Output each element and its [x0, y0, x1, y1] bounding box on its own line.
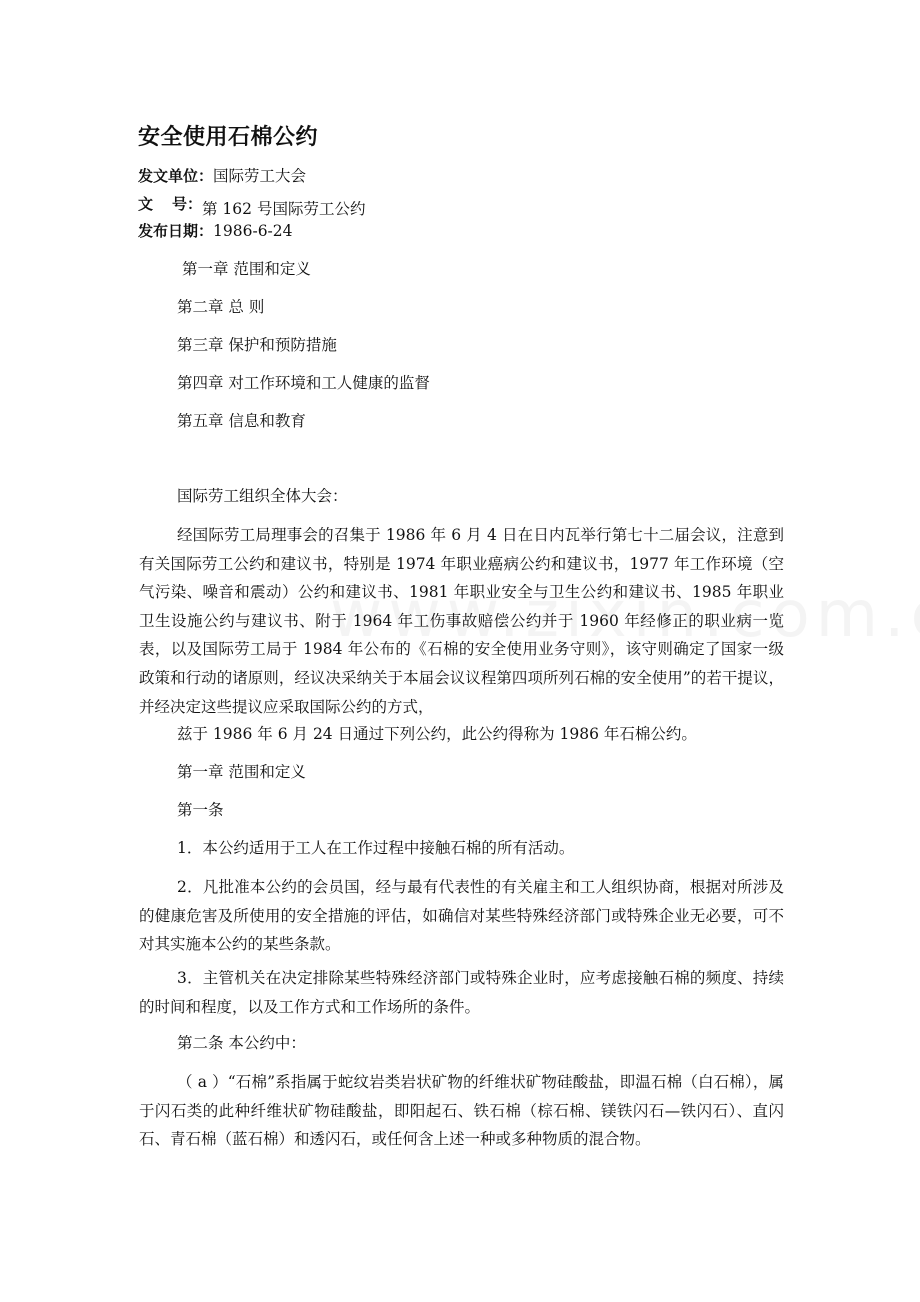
- issue-date-value: 1986-6-24: [213, 222, 293, 240]
- document-title: 安全使用石棉公约: [138, 125, 319, 150]
- document-number-label-part2: 号：: [171, 195, 202, 213]
- article-1-clause-1: 1．本公约适用于工人在工作过程中接触石棉的所有活动。: [177, 839, 575, 857]
- chapter-1-heading: 第一章 范围和定义: [177, 763, 306, 781]
- document-number-row: [138, 194, 365, 219]
- toc-chapter-5: 第五章 信息和教育: [177, 412, 306, 430]
- document-number-label-part1: 文: [138, 195, 154, 213]
- article-1-clause-3: 3．主管机关在决定排除某些特殊经济部门或特殊企业时，应考虑接触石棉的频度、持续的时间和程度，以及工作方式和工作场所的条件。: [139, 969, 784, 1016]
- toc-chapter-4: 第四章 对工作环境和工人健康的监督: [177, 374, 430, 392]
- issue-date-row: [138, 221, 293, 241]
- issuer-row: [138, 166, 306, 186]
- article-2-item-a: （ a ）“石棉”系指属于蛇纹岩类岩状矿物的纤维状矿物硅酸盐，即温石棉（白石棉），属于闪石类的此种纤维状矿物硅酸盐，即阳起石、铁石棉（棕石棉、镁铁闪石—铁闪石）、直闪石、青石棉（蓝石棉）和透闪石，或任何含上述一种或多种物质的混合物。: [139, 1073, 784, 1149]
- article-1-heading: 第一条: [177, 801, 224, 819]
- issuer-value: 国际劳工大会: [213, 167, 307, 185]
- issuer-label: 发文单位：: [138, 167, 214, 185]
- toc-chapter-2: 第二章 总 则: [177, 298, 265, 316]
- preamble-paragraph: 经国际劳工局理事会的召集于 1986 年 6 月 4 日在日内瓦举行第七十二届会议，注意到有关国际劳工公约和建议书，特别是 1974 年职业癌病公约和建议书，1977 年工作环境（空气污染、噪音和震动）公约和建议书、1981 年职业安全与卫生公约和建议书、1985 年职业卫生设施公约与建议书、附于 1964 年工伤事故赔偿公约并于 1960 年经修正的职业病一览表，以及国际劳工局于 1984 年公布的《石棉的安全使用业务守则》，该守则确定了国家一级政策和行动的诸原则，经议决采纳关于本届会议议程第四项所列石棉的安全使用”的若干提议，并经决定这些提议应采取国际公约的方式，: [139, 526, 784, 716]
- toc-chapter-1: 第一章 范围和定义: [182, 260, 311, 278]
- document-number-value: 第 162 号国际劳工公约: [202, 200, 366, 218]
- toc-chapter-3: 第三章 保护和预防措施: [177, 336, 337, 354]
- salutation: 国际劳工组织全体大会：: [177, 487, 348, 505]
- article-2-heading: 第二条 本公约中：: [177, 1034, 306, 1052]
- article-1-clause-2: 2．凡批准本公约的会员国，经与最有代表性的有关雇主和工人组织协商，根据对所涉及的健康危害及所使用的安全措施的评估，如确信对某些特殊经济部门或特殊企业无必要，可不对其实施本公约的某些条款。: [139, 878, 784, 954]
- issue-date-label: 发布日期：: [138, 222, 214, 240]
- document-number-label: [138, 194, 202, 214]
- adoption-paragraph: 兹于 1986 年 6 月 24 日通过下列公约，此公约得称为 1986 年石棉公约。: [177, 725, 697, 743]
